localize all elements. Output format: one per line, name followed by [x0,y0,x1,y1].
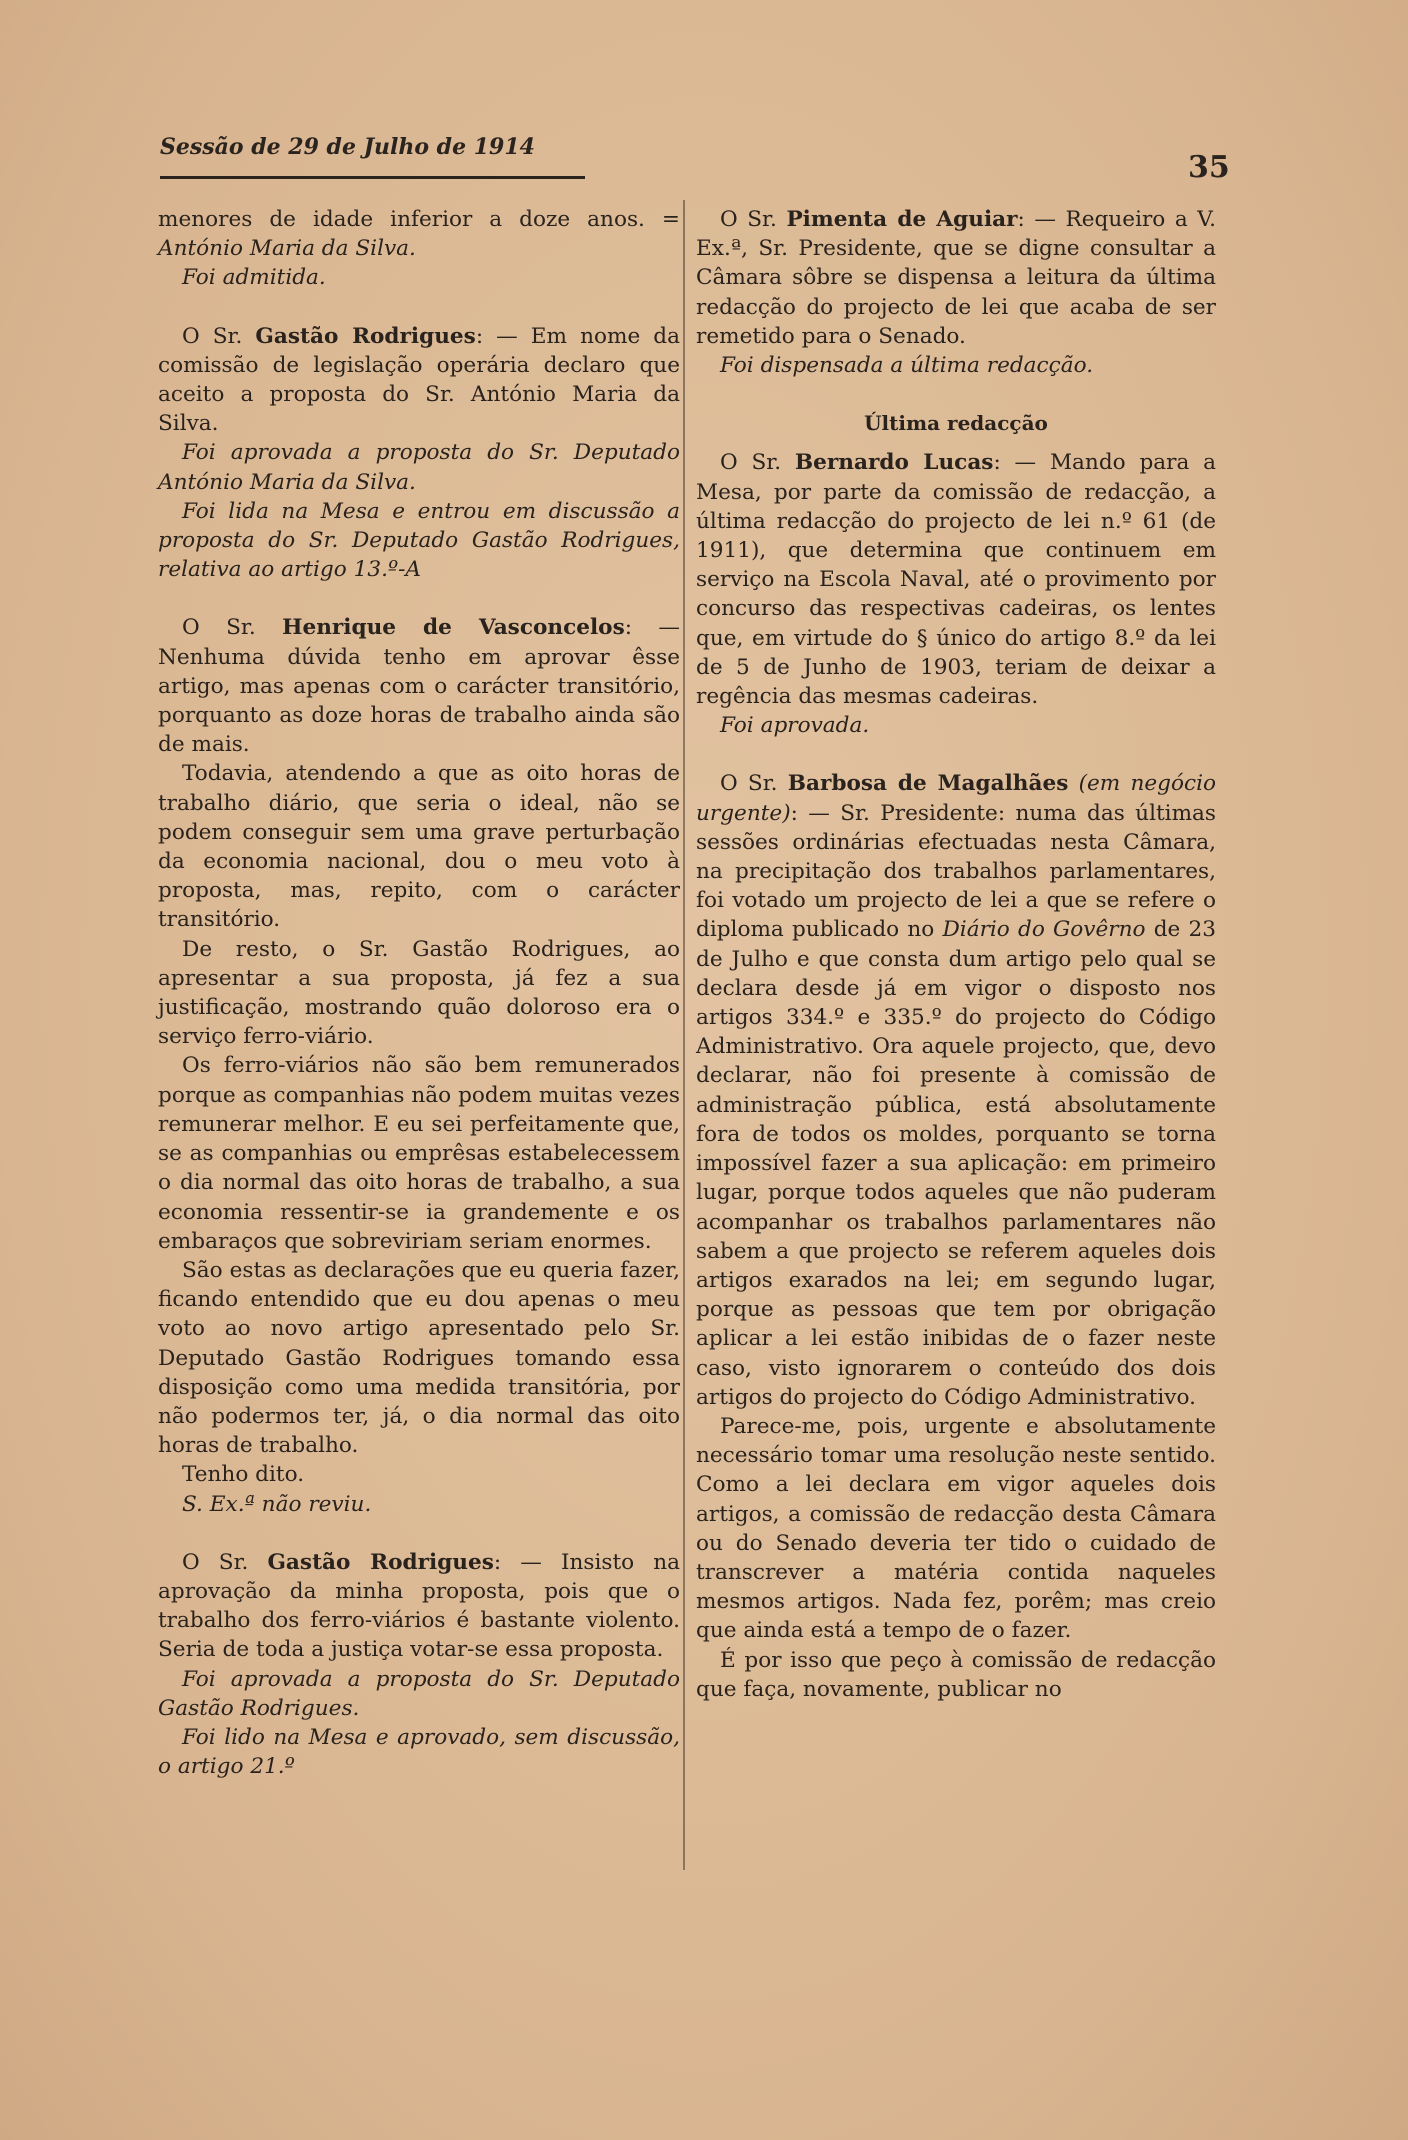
speech-paragraph [696,769,1216,1411]
speaker-name: Gastão Rodrigues [255,323,476,349]
decision-note: Foi admitida. [182,265,326,291]
left-column [158,205,680,1781]
speech-text: : — Insisto na aprovação da minha proposta, pois que o trabalho dos ferro-viários é bastante violento. Seria de toda a justiça votar-se essa proposta. [158,1549,680,1663]
paragraph: Parece-me, pois, urgente e absolutamente necessário tomar uma resolução neste sentido. Como a lei declara em vigor aqueles dois artigos, a comissão de redacção desta Câmara ou do Senado deveria ter tido o cuidado de transcrever a matéria contida naqueles mesmos artigos. Nada fez, porêm; mas creio que ainda está a tempo de o fazer. [696,1413,1216,1644]
decision-note: Foi aprovada a proposta do Sr. Deputado António Maria da Silva. [158,440,680,495]
paragraph: Os ferro-viários não são bem remunerados porque as companhias não podem muitas vezes remunerar melhor. E eu sei perfeitamente que, se as companhias ou emprêsas estabelecessem o dia normal das oito horas de trabalho, a sua economia ressentir-se ia grandemente e os embaraços que sobreviriam seriam enormes. [158,1053,680,1254]
right-column [696,205,1216,1704]
paragraph: Todavia, atendendo a que as oito horas de trabalho diário, que seria o ideal, não se podem conseguir sem uma grave perturbação da economia nacional, dou o meu voto à proposta, mas, repito, com o carácter transitório. [158,761,680,933]
speaker-name: Pimenta de Aguiar [786,207,1018,232]
speaker-prefix: O Sr. [720,207,787,232]
speech-qualifier: (em negócio urgente) [696,771,1216,826]
speech-paragraph [696,205,1216,351]
speech-paragraph [696,448,1216,711]
header-rule [160,176,585,179]
speech-text: : — Em nome da comissão de legislação operária declaro que aceito a proposta do Sr. António Maria da Silva. [158,323,680,437]
column-divider [683,200,685,1870]
speech-text: de 23 de Julho e que consta dum artigo pelo qual se declara desde já em vigor o disposto nos artigos 334.º e 335.º do projecto do Código Administrativo. Ora aquele projecto, que, devo declarar, não foi presente à comissão de administração pública, está absolutamente fora de todos os moldes, porquanto se torna impossível fazer a sua aplicação: em primeiro lugar, porque todos aqueles que não puderam acompanhar os trabalhos parlamentares não sabem a que projecto se referem aqueles dois artigos exarados na lei; em segundo lugar, porque as pessoas que tem por obrigação aplicar a lei estão inibidas de o fazer neste caso, visto ignorarem o conteúdo dos dois artigos do projecto do Código Administrativo. [696,917,1216,1410]
speech-paragraph [158,1548,680,1665]
speaker-name: Henrique de Vasconcelos [282,615,625,641]
speech-paragraph [158,322,680,439]
speech-text: : — Requeiro a V. Ex.ª, Sr. Presidente, que se digne consultar a Câmara sôbre se dispensa a leitura da última redacção do projecto de lei que acaba de ser remetido para o Senado. [696,207,1216,349]
speech-text: : — Mando para a Mesa, por parte da comissão de redacção, a última redacção do projecto de lei n.º 61 (de 1911), que determina que continuem em serviço na Escola Naval, até o provimento por concurso das respectivas cadeiras, os lentes que, em virtude do § único do artigo 8.º da lei de 5 de Junho de 1903, teriam de deixar a regência das mesmas cadeiras. [696,450,1217,710]
speaker-prefix: O Sr. [720,450,795,476]
paragraph [158,205,680,263]
revision-note: S. Ex.ª não reviu. [182,1491,372,1517]
speech-text: : — Sr. Presidente: numa das últimas sessões ordinárias efectuadas nesta Câmara, na precipitação dos trabalhos parlamentares, foi votado um projecto de lei a que se refere o diploma publicado no [696,800,1216,943]
speaker-name: Bernardo Lucas [794,450,994,476]
section-heading: Última redacção [864,411,1048,436]
speaker-name: Gastão Rodrigues [267,1549,494,1575]
signature-name: António Maria da Silva. [158,236,416,262]
paragraph-text: menores de idade inferior a doze anos. = [158,207,680,232]
paragraph: São estas as declarações que eu queria fazer, ficando entendido que eu dou apenas o meu voto ao novo artigo apresentado pelo Sr. Deputado Gastão Rodrigues tomando essa disposição como uma medida transitória, por não podermos ter, já, o dia normal das oito horas de trabalho. [158,1257,680,1459]
decision-note: Foi lido na Mesa e aprovado, sem discussão, o artigo 21.º [158,1724,680,1780]
page-number: 35 [1188,150,1230,185]
speaker-prefix: O Sr. [182,615,283,641]
speaker-prefix: O Sr. [720,771,788,797]
paragraph: É por isso que peço à comissão de redacção que faça, novamente, publicar no [696,1647,1216,1702]
decision-note: Foi aprovada. [720,713,870,739]
decision-note: Foi dispensada a última redacção. [720,353,1094,379]
paragraph: Tenho dito. [182,1462,305,1488]
speaker-prefix: O Sr. [182,323,256,349]
journal-title: Diário do Govêrno [942,917,1146,943]
running-header: Sessão de 29 de Julho de 1914 [160,134,535,160]
speaker-name: Barbosa de Magalhães [787,771,1069,797]
paragraph: De resto, o Sr. Gastão Rodrigues, ao apresentar a sua proposta, já fez a sua justificação, mostrando quão doloroso era o serviço ferro-viário. [158,936,680,1050]
speech-paragraph [158,613,680,759]
decision-note: Foi aprovada a proposta do Sr. Deputado Gastão Rodrigues. [158,1666,680,1721]
speech-text: : — Nenhuma dúvida tenho em aprovar êsse artigo, mas apenas com o carácter transitório, porquanto as doze horas de trabalho ainda são de mais. [158,615,680,758]
decision-note: Foi lida na Mesa e entrou em discussão a proposta do Sr. Deputado Gastão Rodrigues, relativa ao artigo 13.º-A [158,498,680,583]
speaker-prefix: O Sr. [182,1549,268,1575]
